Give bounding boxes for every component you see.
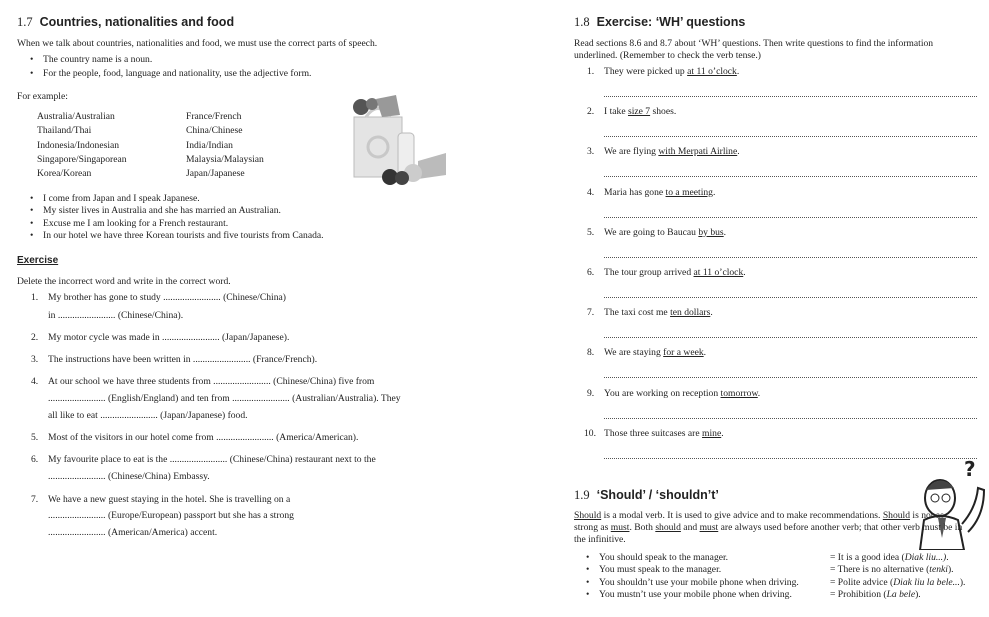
sentence-text: The taxi cost me — [604, 307, 671, 319]
section-number: 1.9 — [574, 488, 590, 502]
usage-example: • You should speak to the manager. — [599, 552, 728, 563]
question-sentence — [604, 347, 706, 358]
exercise-item-line: We have a new guest staying in the hotel. She is travelling on a — [48, 494, 291, 505]
answer-line[interactable] — [604, 136, 977, 137]
country-pair: China/Chinese — [186, 125, 243, 137]
underlined-info: ten dollars — [670, 307, 711, 319]
answer-line[interactable] — [604, 217, 977, 218]
text: . Both — [629, 522, 656, 533]
exercise-item-number: 1. — [31, 292, 39, 303]
text: = There is no alternative ( — [830, 564, 930, 576]
sentence-text: Maria has gone — [604, 186, 666, 198]
section-title: ‘Should’ / ‘shouldn’t’ — [596, 488, 719, 502]
question-sentence — [604, 106, 676, 117]
text: ). — [959, 576, 966, 588]
svg-text:?: ? — [964, 458, 976, 481]
paragraph-line: the infinitive. — [574, 534, 626, 545]
question-sentence — [604, 146, 740, 157]
sentence-text: . — [737, 146, 740, 158]
underlined-info: at 11 o’clock — [693, 267, 744, 278]
sentence-text: . — [710, 307, 713, 319]
sentence-text: You are working on reception — [604, 387, 721, 399]
country-pair: Australia/Australian — [37, 111, 115, 122]
question-sentence — [604, 227, 726, 238]
sentence-text: . — [743, 267, 746, 278]
answer-line[interactable] — [604, 176, 977, 177]
tetum-translation: Diak liu...) — [904, 552, 947, 563]
underlined-info: mine — [702, 427, 722, 439]
exercise-item-line: ........................ (Europe/European) passport but she has a strong — [48, 510, 294, 521]
sentence-text: . — [723, 226, 727, 238]
bullet-item: • For the people, food, language and nationality, use the adjective form. — [43, 68, 311, 79]
country-pair: India/Indian — [186, 139, 233, 151]
question-number: 10. — [584, 427, 596, 439]
underlined-info: to a meeting — [665, 186, 713, 198]
underlined-info: by bus — [698, 226, 724, 238]
question-number: 3. — [587, 146, 595, 158]
paragraph-line — [574, 510, 944, 521]
sentence-text: I take — [604, 106, 628, 118]
text: ). — [947, 564, 954, 576]
intro-text: When we talk about countries, nationalities and food, we must use the correct parts of speech. — [17, 38, 378, 49]
country-pair: Japan/Japanese — [186, 168, 245, 180]
usage-example: • You shouldn’t use your mobile phone when driving. — [599, 577, 799, 588]
exercise-item-number: 4. — [31, 376, 39, 387]
exercise-item-number: 2. — [31, 332, 39, 343]
sentence-text: We are staying — [604, 347, 664, 359]
underlined-word: must — [610, 522, 630, 533]
country-pair: Singapore/Singaporean — [37, 153, 127, 165]
paragraph-line — [574, 522, 962, 533]
question-sentence — [604, 267, 746, 278]
underlined-info: for a week — [663, 347, 704, 359]
example-sentence: • In our hotel we have three Korean tourists and five tourists from Canada. — [43, 230, 324, 241]
underlined-info: at 11 o’clock — [687, 66, 737, 77]
exercise-item-line: ........................ (English/England) and ten from ........................ (Australian/Australia). They — [48, 393, 401, 404]
question-number: 6. — [587, 267, 595, 278]
section-number: 1.7 — [17, 15, 33, 29]
country-pair: Indonesia/Indonesian — [37, 139, 120, 151]
question-number: 5. — [587, 226, 595, 238]
sentence-text: They were picked up — [604, 66, 688, 77]
question-number: 4. — [587, 186, 595, 198]
exercise-item-line: in ........................ (Chinese/China). — [48, 310, 184, 321]
answer-line[interactable] — [604, 458, 977, 459]
tetum-translation: Diak liu la bele... — [893, 576, 960, 588]
exercise-item-number: 5. — [31, 432, 39, 443]
exercise-item-line: all like to eat ........................ (Japan/Japanese) food. — [48, 410, 248, 421]
answer-line[interactable] — [604, 257, 977, 258]
example-sentence: • Excuse me I am looking for a French restaurant. — [43, 218, 228, 229]
text: = Polite advice ( — [830, 576, 894, 588]
country-pair: Thailand/Thai — [37, 125, 92, 137]
exercise-item-number: 7. — [31, 494, 39, 505]
usage-example: • You mustn’t use your mobile phone when driving. — [599, 589, 792, 600]
sentence-text: Those three suitcases are — [604, 427, 703, 439]
usage-meaning — [830, 577, 965, 588]
s17-heading — [17, 15, 234, 30]
text: = Prohibition ( — [830, 588, 887, 600]
text: = It is a good idea ( — [830, 552, 905, 563]
intro-text: underlined. (Remember to check the verb tense.) — [574, 50, 762, 61]
exercise-item-line: ........................ (Chinese/China) Embassy. — [48, 471, 210, 482]
country-pair: Korea/Korean — [37, 168, 92, 180]
underlined-info: size 7 — [627, 106, 651, 118]
question-number: 7. — [587, 307, 595, 319]
section-title: Countries, nationalities and food — [39, 15, 235, 29]
country-pair: France/French — [186, 111, 242, 122]
example-sentence: • My sister lives in Australia and she has married an Australian. — [43, 205, 281, 216]
usage-example: • You must speak to the manager. — [599, 564, 721, 575]
underlined-info: with Merpati Airline — [658, 146, 738, 158]
question-sentence — [604, 428, 724, 439]
sentence-text: We are flying — [604, 146, 659, 158]
underlined-word: must — [699, 522, 719, 533]
question-number: 9. — [587, 387, 595, 399]
exercise-item-line: ........................ (American/America) accent. — [48, 527, 218, 538]
section-title: Exercise: ‘WH’ questions — [596, 15, 746, 29]
sentence-text: . — [757, 387, 761, 399]
exercise-item-number: 6. — [31, 454, 39, 465]
tetum-translation: tenki — [929, 564, 948, 576]
sentence-text: We are going to Baucau — [604, 226, 699, 238]
text: ). — [915, 588, 921, 600]
usage-meaning — [830, 589, 921, 600]
answer-line[interactable] — [604, 297, 977, 298]
sentence-text: . — [736, 66, 740, 77]
exercise-item-line: My brother has gone to study ........................ (Chinese/China) — [48, 292, 286, 303]
exercise-item-line: Most of the visitors in our hotel come from ........................ (America/American). — [48, 432, 359, 443]
section-number: 1.8 — [574, 15, 590, 29]
country-pair: Malaysia/Malaysian — [186, 153, 264, 165]
bullet-item: • The country name is a noun. — [43, 54, 152, 65]
underlined-word: Should — [574, 510, 602, 521]
question-number: 2. — [587, 106, 595, 118]
answer-line[interactable] — [604, 96, 977, 97]
sentence-text: shoes. — [650, 106, 677, 118]
text: are always used before another verb; that other verb must be in — [718, 522, 963, 533]
usage-meaning — [830, 552, 949, 563]
usage-meaning — [830, 564, 954, 575]
answer-line[interactable] — [604, 418, 977, 419]
for-example-label: For example: — [17, 91, 68, 102]
tetum-translation: La bele — [886, 588, 916, 600]
thinking-man-illustration — [918, 458, 989, 553]
sentence-text: . — [712, 186, 716, 198]
answer-line[interactable] — [604, 337, 977, 338]
exercise-item-line: My favourite place to eat is the ........................ (Chinese/China) restaurant next to the — [48, 454, 376, 465]
exercise-item-line: My motor cycle was made in ........................ (Japan/Japanese). — [48, 332, 290, 343]
exercise-instruction: Delete the incorrect word and write in the correct word. — [17, 276, 231, 287]
underlined-info: tomorrow — [720, 387, 758, 399]
question-sentence — [604, 66, 739, 77]
text: is a modal verb. It is used to give advice and to make recommendations. — [601, 510, 883, 521]
intro-text: Read sections 8.6 and 8.7 about ‘WH’ questions. Then write questions to find the information — [574, 38, 934, 49]
exercise-heading: Exercise — [17, 255, 59, 266]
exercise-item-line: At our school we have three students from ........................ (Chinese/China) five from — [48, 376, 375, 387]
exercise-item-line: The instructions have been written in ........................ (France/French). — [48, 354, 318, 365]
question-number: 1. — [587, 66, 595, 77]
underlined-word: Should — [882, 510, 911, 521]
s18-heading — [574, 15, 745, 30]
s19-heading — [574, 488, 719, 503]
question-sentence — [604, 307, 713, 318]
grocery-bag-illustration — [346, 95, 451, 190]
sentence-text: . — [721, 427, 724, 439]
sentence-text: The tour group arrived — [604, 267, 694, 278]
answer-line[interactable] — [604, 377, 977, 378]
exercise-item-number: 3. — [31, 354, 39, 365]
text: strong as — [574, 522, 611, 533]
sentence-text: . — [703, 347, 707, 359]
question-sentence — [604, 187, 715, 198]
example-sentence: • I come from Japan and I speak Japanese. — [43, 193, 200, 204]
question-number: 8. — [587, 347, 595, 359]
text: is not as — [910, 510, 944, 521]
underlined-word: should — [655, 522, 681, 533]
question-sentence — [604, 388, 760, 399]
text: . — [946, 552, 949, 563]
text: and — [680, 522, 700, 533]
